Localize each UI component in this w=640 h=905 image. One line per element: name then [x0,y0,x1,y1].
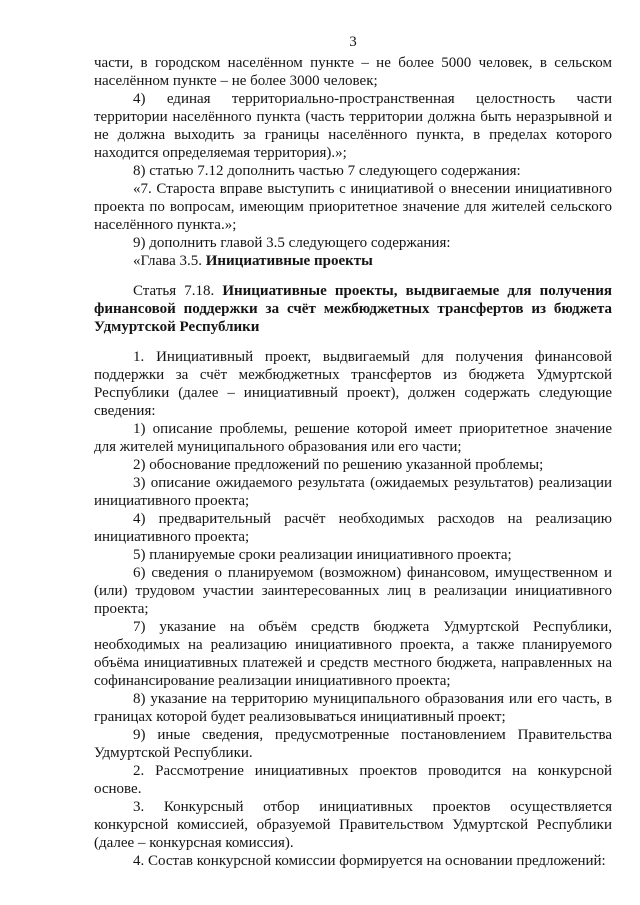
text-line: населённого пункта.»; [94,217,237,233]
article-title: финансовой поддержки за счёт межбюджетных трансфертов из бюджета [94,301,612,317]
text-line: инициативного проекта; [94,529,250,545]
text-line: 2) обоснование предложений по решению указанной проблемы; [133,457,544,473]
text-line: основе. [94,781,142,797]
list-item [94,510,612,546]
text-line: (далее – конкурсная комиссия). [94,835,294,851]
text-line: проекта; [94,601,149,617]
text-line [94,252,612,270]
chapter-title: Инициативные проекты [205,253,373,269]
text-line: 4. Состав конкурсной комиссии формируется на основании предложений: [133,853,606,869]
text-line: 9) иные сведения, предусмотренные постановлением Правительства [133,727,612,743]
paragraph [94,348,612,420]
text-line: находится определяемая территория).»; [94,145,347,161]
list-item [94,474,612,510]
text-line: для жителей муниципального образования или его части; [94,439,462,455]
paragraph [94,90,612,162]
text-line: Удмуртской Республики. [94,745,253,761]
document-text [94,54,612,870]
text-line: (или) трудовом участии заинтересованных лиц в реализации инициативного [94,583,612,599]
list-item [94,420,612,456]
article-heading [94,282,612,336]
text-line: 4) предварительный расчёт необходимых расходов на реализацию [133,511,612,527]
paragraph [94,180,612,234]
text-line: части, в городском населённом пункте – не более 5000 человек, в сельском [94,55,612,71]
text-line: 6) сведения о планируемом (возможном) финансовом, имущественном и [133,565,612,581]
paragraph [94,234,612,252]
chapter-number: «Глава 3.5. [133,253,202,269]
article-number: Статья 7.18. [133,283,215,299]
paragraph [94,798,612,852]
text-line: софинансирование реализации инициативного проекта; [94,673,451,689]
text-line: 8) указание на территорию муниципального образования или его часть, в [133,691,612,707]
text-line: 8) статью 7.12 дополнить частью 7 следующего содержания: [133,163,521,179]
text-line: 1) описание проблемы, решение которой имеет приоритетное значение [133,421,612,437]
text-line: 4) единая территориально-пространственная целостность части [133,91,612,107]
article-title: Инициативные проекты, выдвигаемые для получения [222,283,612,299]
text-line: 3. Конкурсный отбор инициативных проектов осуществляется [133,799,612,815]
text-line: 9) дополнить главой 3.5 следующего содержания: [133,235,451,251]
text-line: 7) указание на объём средств бюджета Удмуртской Республики, [133,619,612,635]
chapter-heading [94,252,612,270]
text-line: населённом пункте – не более 3000 человек; [94,73,378,89]
paragraph [94,162,612,180]
list-item [94,456,612,474]
page-number: 3 [349,34,357,50]
text-line: 3) описание ожидаемого результата (ожидаемых результатов) реализации [133,475,612,491]
list-item [94,690,612,726]
paragraph [94,852,612,870]
text-line: «7. Староста вправе выступить с инициативой о внесении инициативного [133,181,612,197]
text-line: 2. Рассмотрение инициативных проектов проводится на конкурсной [133,763,612,779]
list-item [94,618,612,690]
text-line: конкурсной комиссией, образуемой Правительством Удмуртской Республики [94,817,612,833]
text-line: проекта по вопросам, имеющим приоритетное значение для жителей сельского [94,199,612,215]
paragraph [94,54,612,90]
list-item [94,726,612,762]
text-line: не должна выходить за границы населённого пункта, в пределах которого [94,127,612,143]
text-line [94,282,612,300]
text-line: необходимых на реализацию инициативного проекта, а также планируемого [94,637,612,653]
text-line: границах которой будет реализовываться инициативный проект; [94,709,506,725]
list-item [94,546,612,564]
text-line: поддержки за счёт межбюджетных трансфертов из бюджета Удмуртской [94,367,612,383]
text-line: 5) планируемые сроки реализации инициативного проекта; [133,547,512,563]
article-title: Удмуртской Республики [94,319,260,335]
text-line: 1. Инициативный проект, выдвигаемый для получения финансовой [133,349,612,365]
text-line: сведения: [94,403,156,419]
list-item [94,564,612,618]
text-line: территории населённого пункта (часть территории должна быть неразрывной и [94,109,612,125]
paragraph [94,762,612,798]
text-line: объёма инициативных платежей и средств местного бюджета, направленных на [94,655,612,671]
text-line: инициативного проекта; [94,493,250,509]
text-line: Республики (далее – инициативный проект), должен содержать следующие [94,385,612,401]
